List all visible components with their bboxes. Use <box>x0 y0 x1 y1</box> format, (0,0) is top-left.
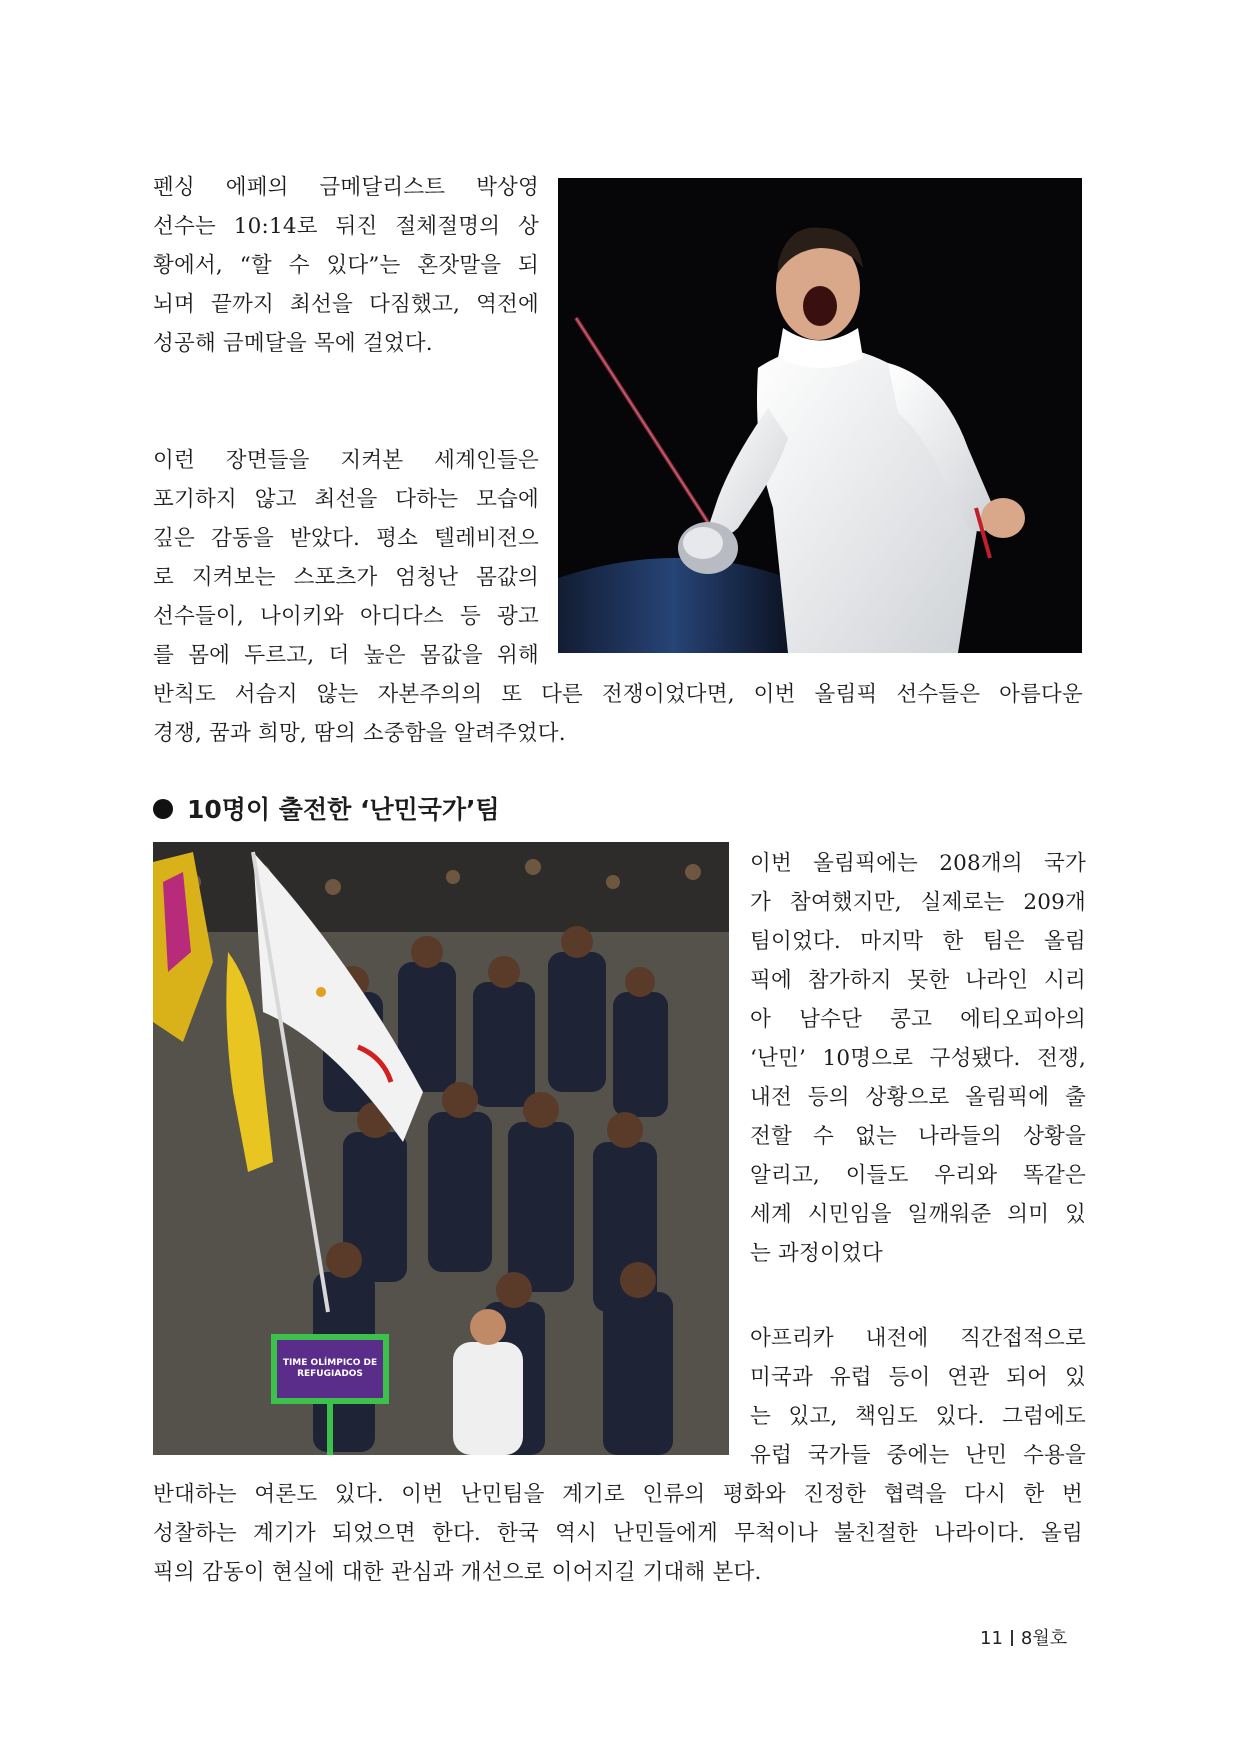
body-text-line: 선수들이, 나이키와 아디다스 등 광고 <box>153 604 539 629</box>
body-text-line: 성공해 금메달을 목에 걸었다. <box>153 331 433 356</box>
body-text-line: 미국과 유럽 등이 연관 되어 있 <box>750 1365 1086 1390</box>
section-heading <box>153 790 500 830</box>
body-text-line: 를 몸에 두르고, 더 높은 몸값을 위해 <box>153 643 539 668</box>
body-text-line: 뇌며 끝까지 최선을 다짐했고, 역전에 <box>153 292 539 317</box>
body-text-line: 전할 수 없는 나라들의 상황을 <box>750 1124 1086 1149</box>
body-text-line: 반칙도 서슴지 않는 자본주의의 또 다른 전쟁이었다면, 이번 올림픽 선수들은 아름다운 <box>153 682 1083 707</box>
body-text-line: 깊은 감동을 받았다. 평소 텔레비전으 <box>153 526 539 551</box>
body-text-line: 경쟁, 꿈과 희망, 땀의 소중함을 알려주었다. <box>153 721 566 746</box>
section-heading-text: 10명이 출전한 ‘난민국가’팀 <box>187 795 500 824</box>
body-text-line: 이번 올림픽에는 208개의 국가 <box>750 851 1086 876</box>
body-text-line: 로 지켜보는 스포츠가 엄청난 몸값의 <box>153 565 539 590</box>
body-text-line: 펜싱 에페의 금메달리스트 박상영 <box>153 175 539 200</box>
body-text-line: 내전 등의 상황으로 올림픽에 출 <box>750 1085 1086 1110</box>
bullet-icon <box>153 799 173 819</box>
issue-label: 8월호 <box>1020 1628 1068 1649</box>
body-text-line: 픽의 감동이 현실에 대한 관심과 개선으로 이어지길 기대해 본다. <box>153 1560 762 1585</box>
body-text-line: 이런 장면들을 지켜본 세계인들은 <box>153 448 539 473</box>
body-text-line: 아 남수단 콩고 에티오피아의 <box>750 1007 1086 1032</box>
body-text-line: 픽에 참가하지 못한 나라인 시리 <box>750 968 1086 993</box>
body-text-line: ‘난민’ 10명으로 구성됐다. 전쟁, <box>750 1046 1086 1071</box>
page-footer <box>980 1624 1067 1650</box>
body-text-line: 반대하는 여론도 있다. 이번 난민팀을 계기로 인류의 평화와 진정한 협력을 다시 한 번 <box>153 1482 1083 1507</box>
body-text-line: 포기하지 않고 최선을 다하는 모습에 <box>153 487 539 512</box>
body-text-line: 는 있고, 책임도 있다. 그럼에도 <box>750 1404 1086 1429</box>
body-text-line: 팀이었다. 마지막 한 팀은 올림 <box>750 929 1086 954</box>
body-text-line: 유럽 국가들 중에는 난민 수용을 <box>750 1443 1086 1468</box>
body-text-line: 황에서, “할 수 있다”는 혼잣말을 되 <box>153 253 539 278</box>
body-text-line: 가 참여했지만, 실제로는 209개 <box>750 890 1086 915</box>
fencer-celebration-photo <box>558 178 1082 653</box>
footer-separator <box>1011 1630 1013 1646</box>
body-text-line: 알리고, 이들도 우리와 똑같은 <box>750 1163 1086 1188</box>
body-text-line: 는 과정이었다 <box>750 1241 883 1266</box>
page-number: 11 <box>980 1628 1003 1649</box>
body-text-line: 선수는 10:14로 뒤진 절체절명의 상 <box>153 214 539 239</box>
body-text-line: 아프리카 내전에 직간접적으로 <box>750 1326 1086 1351</box>
refugee-team-parade-photo <box>153 842 729 1455</box>
refugee-team-sign: TIME OLÍMPICO DE REFUGIADOS <box>282 1358 378 1379</box>
body-text-line: 성찰하는 계기가 되었으면 한다. 한국 역시 난민들에게 무척이나 불친절한 나라이다. 올림 <box>153 1521 1083 1546</box>
body-text-line: 세계 시민임을 일깨워준 의미 있 <box>750 1202 1086 1227</box>
